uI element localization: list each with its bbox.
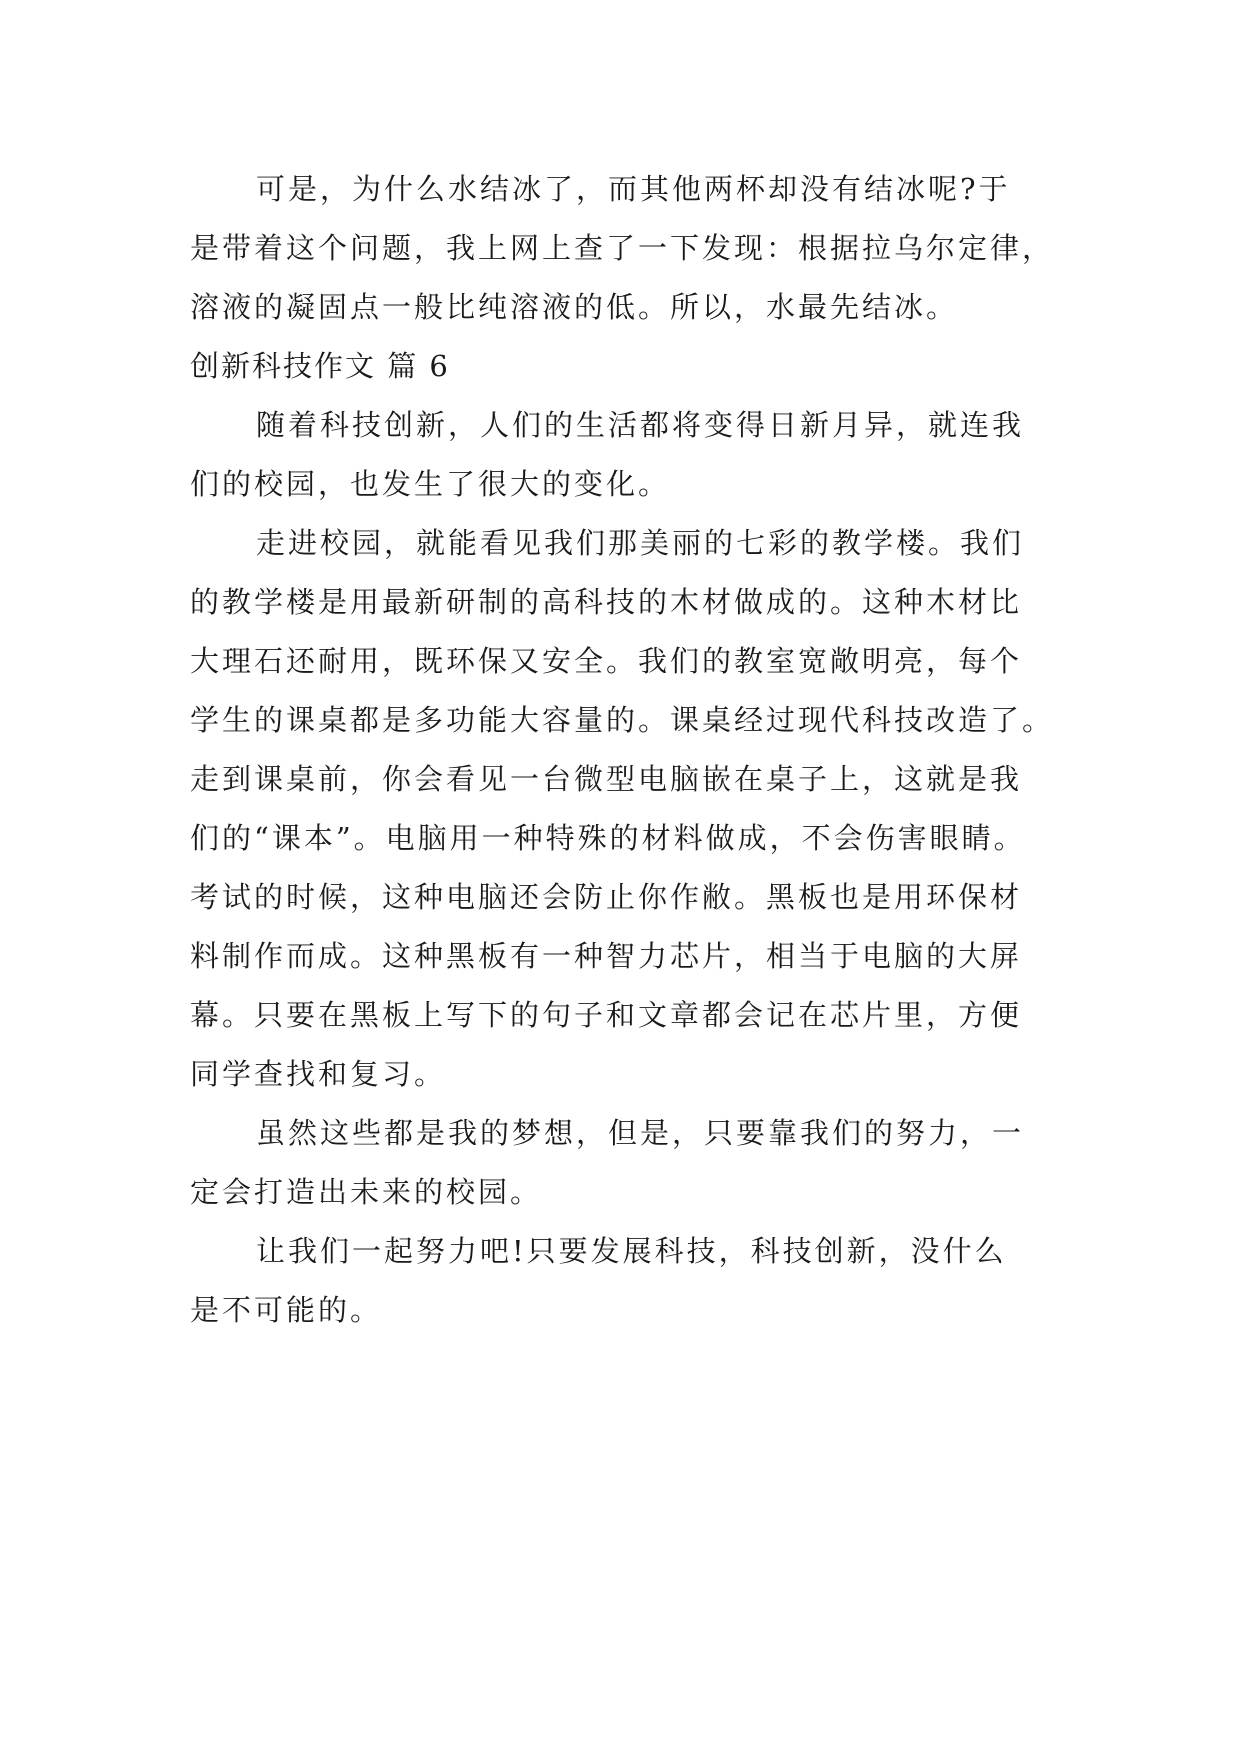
text-line: 溶液的凝固点一般比纯溶液的低。所以，水最先结冰。	[190, 290, 959, 324]
text-line: 的教学楼是用最新研制的高科技的木材做成的。这种木材比	[190, 585, 1023, 619]
paragraph-intro	[190, 396, 1070, 514]
text-line: 料制作而成。这种黑板有一种智力芯片，相当于电脑的大屏	[190, 939, 1023, 973]
text-line: 幕。只要在黑板上写下的句子和文章都会记在芯片里，方便	[190, 998, 1023, 1032]
text-line: 让我们一起努力吧!只要发展科技，科技创新，没什么	[256, 1234, 1007, 1268]
text-line: 随着科技创新，人们的生活都将变得日新月异，就连我	[256, 408, 1025, 442]
text-line: 是不可能的。	[190, 1293, 383, 1327]
paragraph-conclusion	[190, 1222, 1070, 1340]
text-line: 走到课桌前，你会看见一台微型电脑嵌在桌子上，这就是我	[190, 762, 1023, 796]
text-line: 走进校园，就能看见我们那美丽的七彩的教学楼。我们	[256, 526, 1025, 560]
text-line: 考试的时候，这种电脑还会防止你作敝。黑板也是用环保材	[190, 880, 1023, 914]
text-line: 们的校园，也发生了很大的变化。	[190, 467, 671, 501]
text-line: 们的“课本”。电脑用一种特殊的材料做成，不会伤害眼睛。	[190, 821, 1026, 855]
paragraph-campus	[190, 514, 1070, 1104]
document-body	[190, 160, 1070, 1340]
text-line: 虽然这些都是我的梦想，但是，只要靠我们的努力，一	[256, 1116, 1025, 1150]
text-line: 学生的课桌都是多功能大容量的。课桌经过现代科技改造了。	[190, 703, 1055, 737]
text-line: 同学查找和复习。	[190, 1057, 447, 1091]
paragraph-ice-explanation	[190, 160, 1070, 337]
section-heading: 创新科技作文 篇 6	[190, 349, 450, 383]
text-line: 可是，为什么水结冰了，而其他两杯却没有结冰呢?于	[256, 172, 1011, 206]
text-line: 定会打造出未来的校园。	[190, 1175, 543, 1209]
paragraph-dream	[190, 1104, 1070, 1222]
text-line: 是带着这个问题，我上网上查了一下发现：根据拉乌尔定律，	[190, 231, 1055, 265]
text-line: 大理石还耐用，既环保又安全。我们的教室宽敞明亮，每个	[190, 644, 1023, 678]
